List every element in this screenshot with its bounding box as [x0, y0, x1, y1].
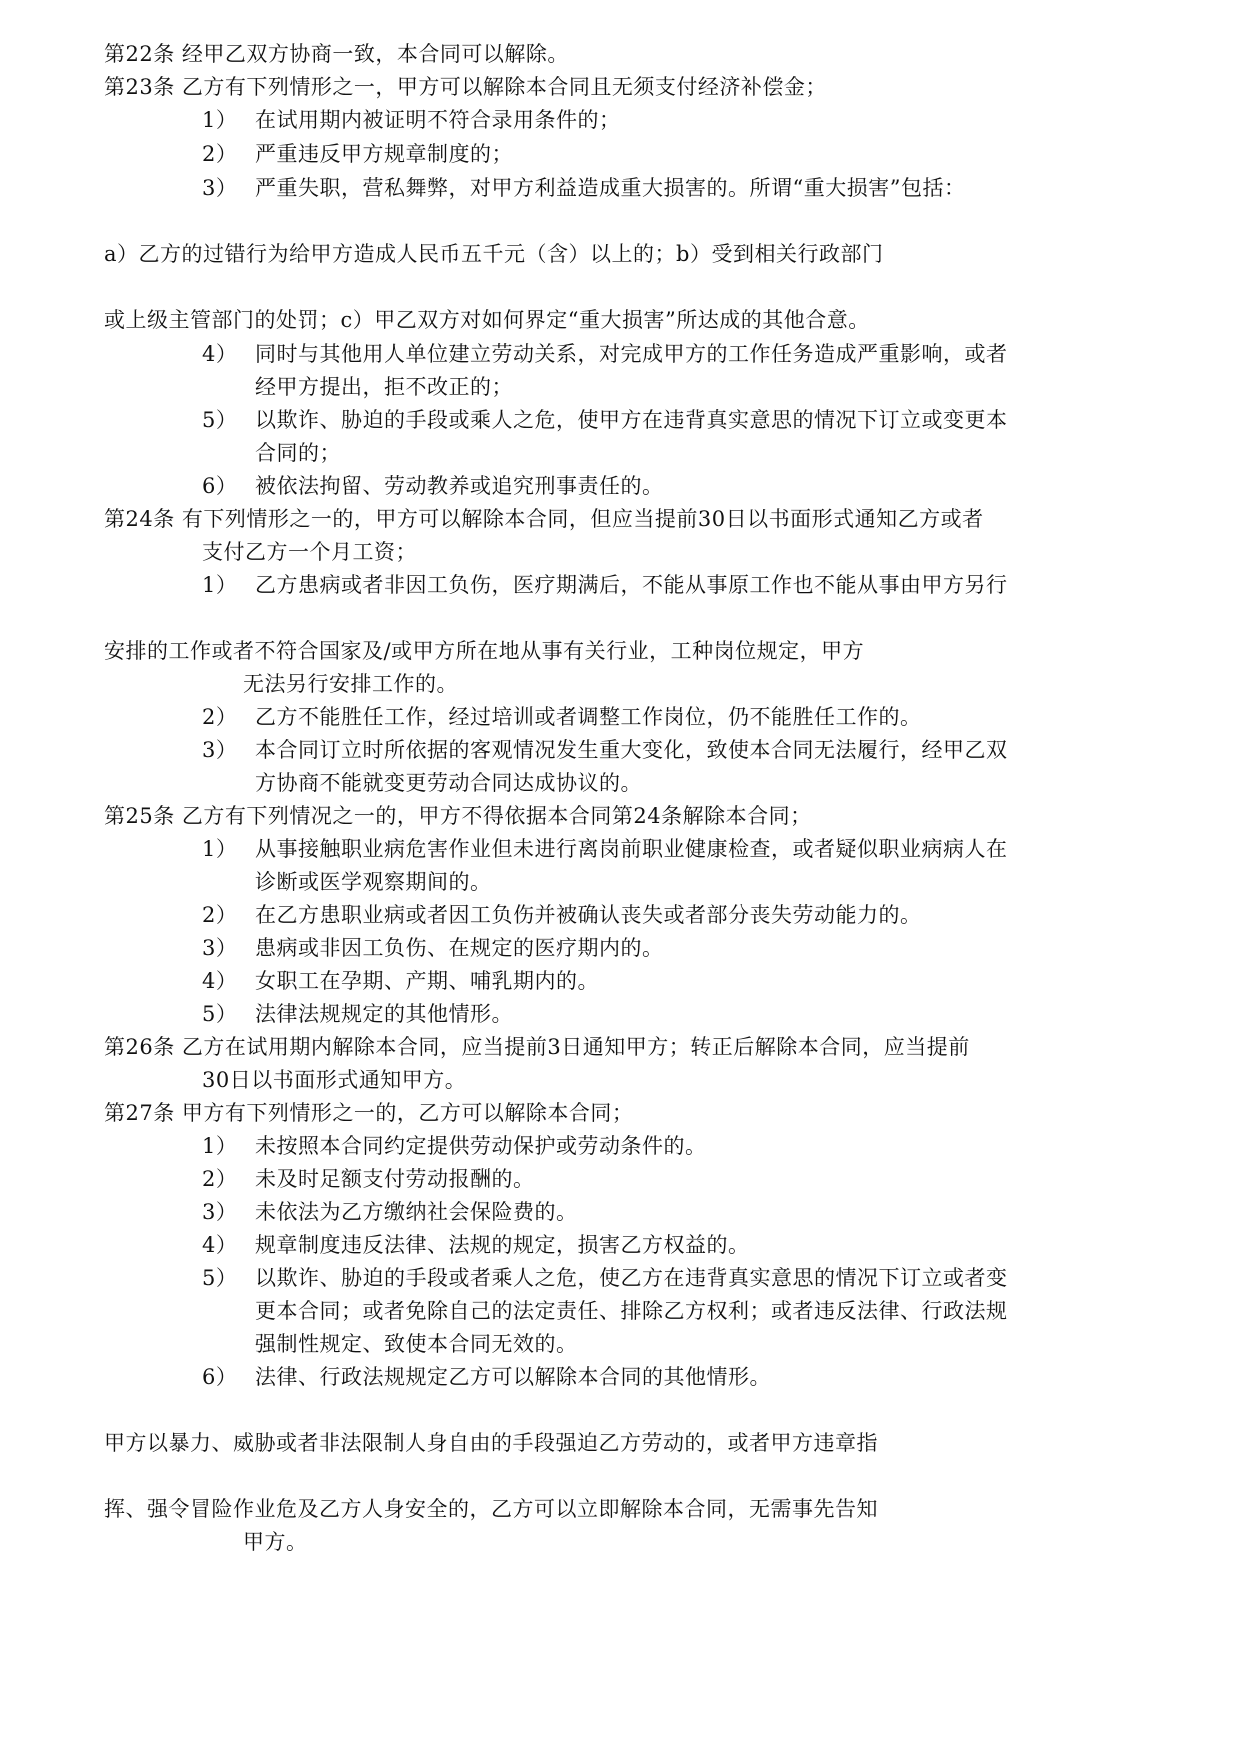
item-text: 未按照本合同约定提供劳动保护或劳动条件的。	[255, 1134, 707, 1158]
item-text-continued: 强制性规定、致使本合同无效的。	[255, 1332, 578, 1356]
item-text: 在试用期内被证明不符合录用条件的；	[255, 108, 621, 132]
item-text: 女职工在孕期、产期、哺乳期内的。	[255, 969, 599, 993]
item-number: 1）	[202, 573, 238, 597]
item-text-continued: 诊断或医学观察期间的。	[255, 870, 492, 894]
item-text: 严重违反甲方规章制度的；	[255, 142, 513, 166]
article-26-continued: 30日以书面形式通知甲方。	[202, 1068, 467, 1092]
item-number: 5）	[202, 408, 238, 432]
item-number: 5）	[202, 1002, 238, 1026]
item-number: 2）	[202, 142, 238, 166]
item-number: 6）	[202, 1365, 238, 1389]
paragraph-line: 甲方以暴力、威胁或者非法限制人身自由的手段强迫乙方劳动的，或者甲方违章指	[104, 1431, 878, 1455]
item-text: 患病或非因工负伤、在规定的医疗期内的。	[255, 936, 664, 960]
article-23: 第23条 乙方有下列情形之一，甲方可以解除本合同且无须支付经济补偿金；	[104, 75, 827, 99]
paragraph-line: 安排的工作或者不符合国家及/或甲方所在地从事有关行业，工种岗位规定，甲方	[104, 639, 865, 663]
item-text: 严重失职，营私舞弊，对甲方利益造成重大损害的。所谓“重大损害”包括：	[255, 176, 966, 200]
item-text: 在乙方患职业病或者因工负伤并被确认丧失或者部分丧失劳动能力的。	[255, 903, 922, 927]
item-text: 从事接触职业病危害作业但未进行离岗前职业健康检查，或者疑似职业病病人在	[255, 837, 1008, 861]
item-text: 以欺诈、胁迫的手段或乘人之危，使甲方在违背真实意思的情况下订立或变更本	[255, 408, 1008, 432]
item-text: 法律法规规定的其他情形。	[255, 1002, 513, 1026]
item-text-continued: 经甲方提出，拒不改正的；	[255, 375, 513, 399]
item-number: 4）	[202, 969, 238, 993]
item-number: 2）	[202, 903, 238, 927]
item-number: 6）	[202, 474, 238, 498]
item-number: 1）	[202, 837, 238, 861]
item-number: 3）	[202, 176, 238, 200]
paragraph-line: 挥、强令冒险作业危及乙方人身安全的，乙方可以立即解除本合同，无需事先告知	[104, 1497, 878, 1521]
item-text-continued: 更本合同；或者免除自己的法定责任、排除乙方权利；或者违反法律、行政法规	[255, 1299, 1008, 1323]
item-text-continued: 方协商不能就变更劳动合同达成协议的。	[255, 771, 642, 795]
item-number: 3）	[202, 1200, 238, 1224]
item-text: 未依法为乙方缴纳社会保险费的。	[255, 1200, 578, 1224]
item-number: 2）	[202, 705, 238, 729]
article-24: 第24条 有下列情形之一的，甲方可以解除本合同，但应当提前30日以书面形式通知乙方或者	[104, 507, 984, 531]
item-number: 5）	[202, 1266, 238, 1290]
item-text: 法律、行政法规规定乙方可以解除本合同的其他情形。	[255, 1365, 771, 1389]
item-text-continued: 无法另行安排工作的。	[243, 672, 458, 696]
item-text: 本合同订立时所依据的客观情况发生重大变化，致使本合同无法履行，经甲乙双	[255, 738, 1008, 762]
item-number: 1）	[202, 1134, 238, 1158]
article-26: 第26条 乙方在试用期内解除本合同，应当提前3日通知甲方；转正后解除本合同，应当提前	[104, 1035, 970, 1059]
item-number: 1）	[202, 108, 238, 132]
item-text: 未及时足额支付劳动报酬的。	[255, 1167, 535, 1191]
item-number: 4）	[202, 1233, 238, 1257]
item-text-continued: 合同的；	[255, 441, 341, 465]
item-text: 被依法拘留、劳动教养或追究刑事责任的。	[255, 474, 664, 498]
paragraph-line: 或上级主管部门的处罚；c）甲乙双方对如何界定“重大损害”所达成的其他合意。	[104, 308, 870, 332]
paragraph-line-continued: 甲方。	[243, 1530, 308, 1554]
item-number: 3）	[202, 936, 238, 960]
item-text: 规章制度违反法律、法规的规定，损害乙方权益的。	[255, 1233, 750, 1257]
item-text: 以欺诈、胁迫的手段或者乘人之危，使乙方在违背真实意思的情况下订立或者变	[255, 1266, 1008, 1290]
article-24-continued: 支付乙方一个月工资；	[202, 540, 417, 564]
article-22: 第22条 经甲乙双方协商一致，本合同可以解除。	[104, 42, 569, 66]
paragraph-line: a）乙方的过错行为给甲方造成人民币五千元（含）以上的；b）受到相关行政部门	[104, 242, 884, 266]
item-number: 2）	[202, 1167, 238, 1191]
article-25: 第25条 乙方有下列情况之一的，甲方不得依据本合同第24条解除本合同；	[104, 804, 812, 828]
item-number: 3）	[202, 738, 238, 762]
item-text: 乙方患病或者非因工负伤，医疗期满后，不能从事原工作也不能从事由甲方另行	[255, 573, 1008, 597]
item-text: 乙方不能胜任工作，经过培训或者调整工作岗位，仍不能胜任工作的。	[255, 705, 922, 729]
item-text: 同时与其他用人单位建立劳动关系，对完成甲方的工作任务造成严重影响，或者	[255, 342, 1008, 366]
article-27: 第27条 甲方有下列情形之一的，乙方可以解除本合同；	[104, 1101, 634, 1125]
item-number: 4）	[202, 342, 238, 366]
